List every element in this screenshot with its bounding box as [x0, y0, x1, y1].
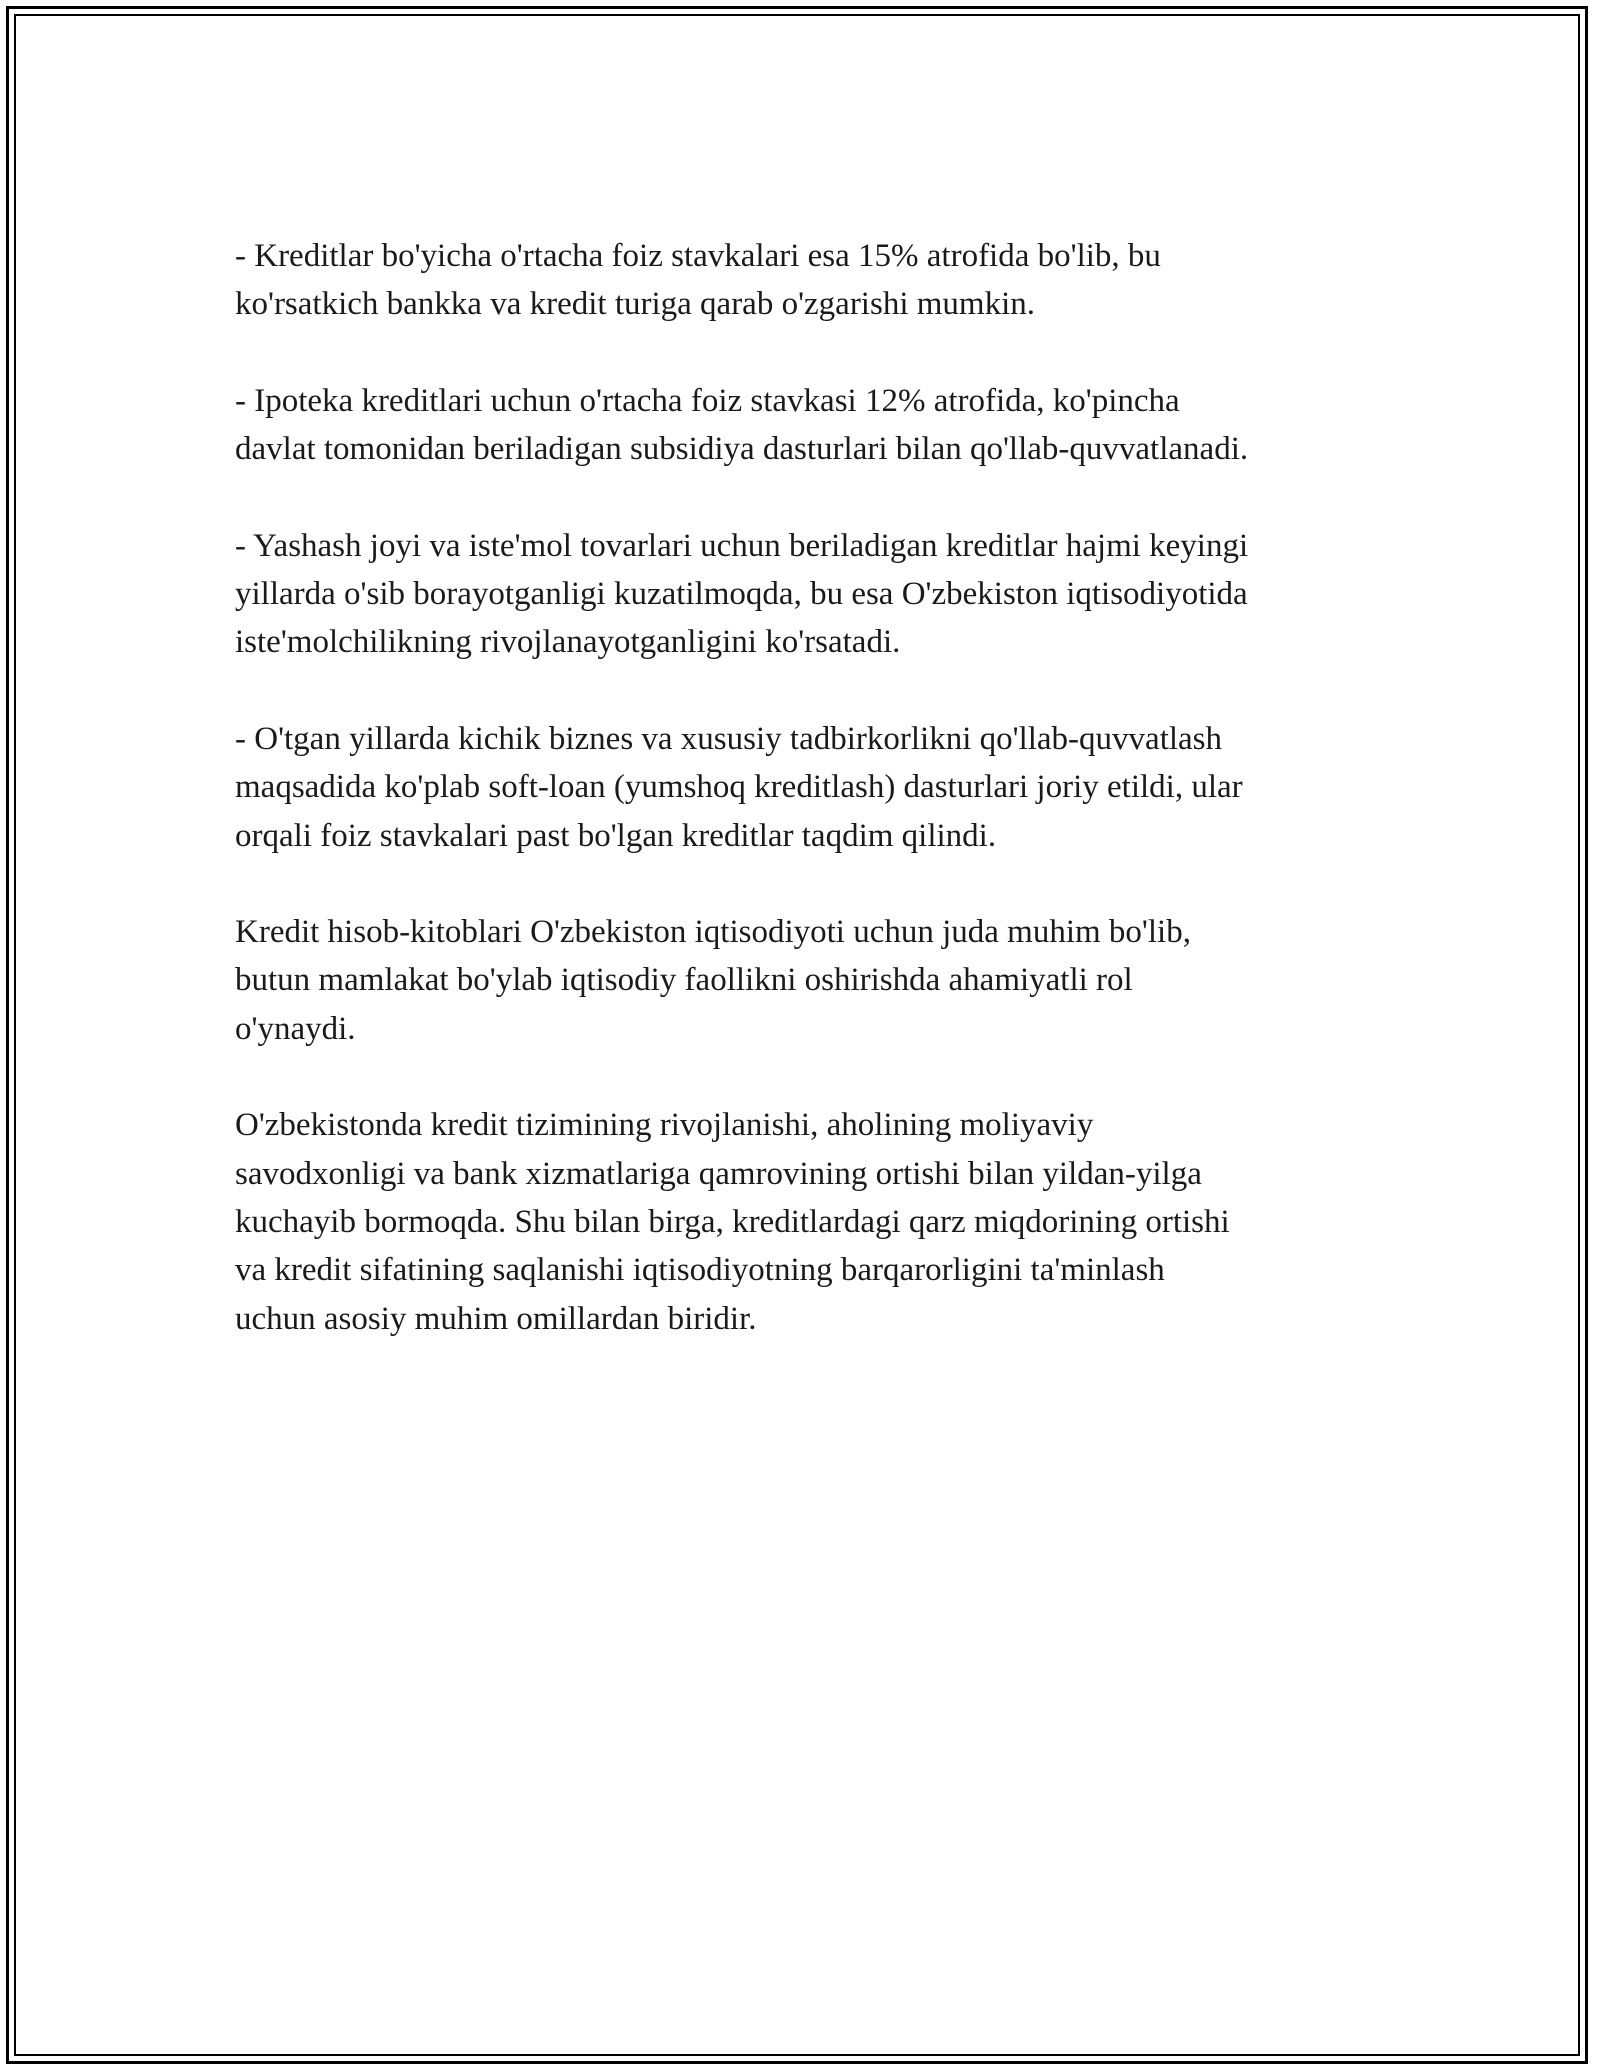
paragraph-credit-system-development: O'zbekistonda kredit tizimining rivojlanishi, aholining moliyaviy savodxonligi va bank xizmatlariga qamrovining ortishi bilan yildan-yilga kuchayib bormoqda. Shu bilan birga, kreditlardagi qarz miqdorining ortishi va kredit sifatining saqlanishi iqtisodiyotning barqarorligini ta'minlash uchun asosiy muhim omillardan biridir.: [235, 1107, 1230, 1337]
paragraph-mortgage-rates: - Ipoteka kreditlari uchun o'rtacha foiz stavkasi 12% atrofida, ko'pincha davlat tomonidan beriladigan subsidiya dasturlari bilan qo'llab-quvvatlanadi.: [235, 382, 1249, 468]
document-body: [235, 232, 1415, 1391]
paragraph-credit-importance: Kredit hisob-kitoblari O'zbekiston iqtisodiyoti uchun juda muhim bo'lib, butun mamlakat bo'ylab iqtisodiy faollikni oshirishda ahamiyatli rol o'ynaydi.: [235, 914, 1191, 1047]
paragraph-credit-rates: - Kreditlar bo'yicha o'rtacha foiz stavkalari esa 15% atrofida bo'lib, bu ko'rsatkich bankka va kredit turiga qarab o'zgarishi mumkin.: [235, 238, 1161, 323]
paragraph-soft-loan: - O'tgan yillarda kichik biznes va xususiy tadbirkorlikni qo'llab-quvvatlash maqsadida ko'plab soft-loan (yumshoq kreditlash) dasturlari joriy etildi, ular orqali foiz stavkalari past bo'lgan kreditlar taqdim qilindi.: [235, 720, 1243, 854]
paragraph-consumer-credit: - Yashash joyi va iste'mol tovarlari uchun beriladigan kreditlar hajmi keyingi yillarda o'sib borayotganligi kuzatilmoqda, bu esa O'zbekiston iqtisodiyotida iste'molchilikning rivojlanayotganligini ko'rsatadi.: [235, 527, 1249, 661]
